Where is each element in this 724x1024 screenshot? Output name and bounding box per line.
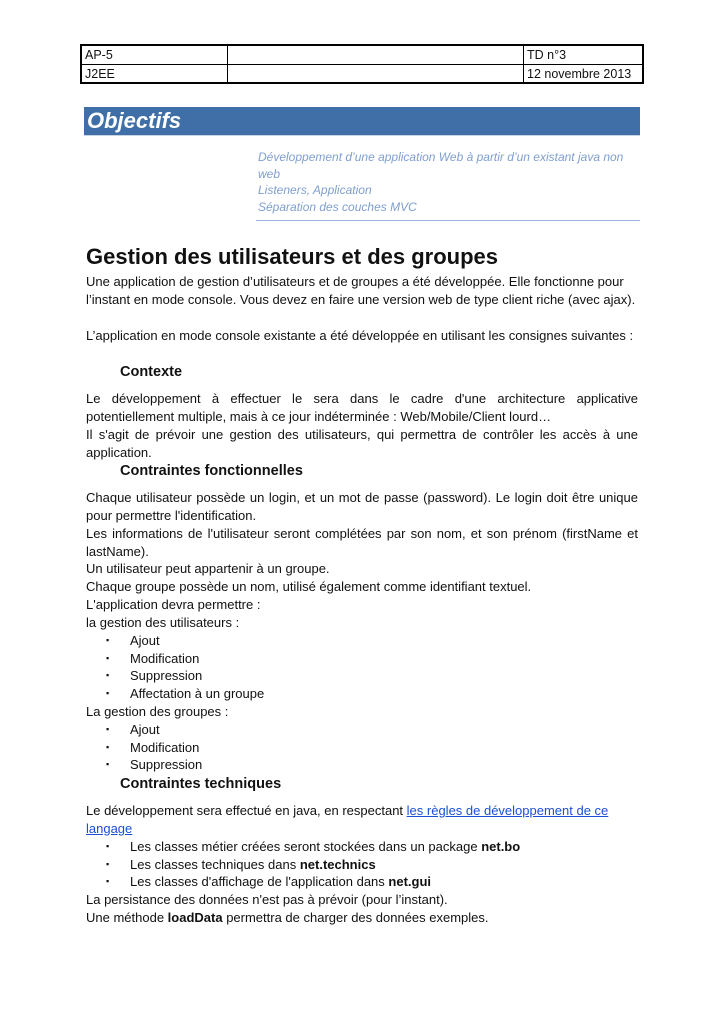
document-date: 12 novembre 2013 bbox=[527, 67, 632, 81]
techniques-paragraph: La persistance des données n'est pas à prévoir (pour l’instant). bbox=[86, 892, 448, 907]
list-item: ▪ Les classes métier créées seront stockées dans un package net.bo bbox=[106, 839, 521, 854]
list-item: ▪ Modification bbox=[106, 739, 200, 755]
list-item: ▪ Suppression bbox=[106, 757, 203, 773]
section-heading-fonctionnelles: Contraintes fonctionnelles bbox=[120, 463, 303, 479]
header-empty-cell bbox=[228, 46, 524, 64]
header-row bbox=[82, 65, 642, 83]
list-item: ▪ Ajout bbox=[106, 722, 160, 737]
bullet-icon: ▪ bbox=[106, 858, 110, 869]
objectives-list bbox=[258, 149, 640, 215]
fonctionnelles-paragraph: Chaque utilisateur possède un login, et un mot de passe (password). Le login doit être unique pour permettre l'identification. bbox=[86, 490, 638, 523]
techniques-list bbox=[86, 838, 638, 891]
contexte-paragraph: Le développement à effectuer le sera dans le cadre d'une architecture applicative potentiellement multiple, mais à ce jour indéterminée : Web/Mobile/Client lourd… bbox=[86, 391, 638, 424]
fonctionnelles-paragraph: Les informations de l'utilisateur seront complétées par son nom, et son prénom (firstName et lastName). bbox=[86, 526, 638, 559]
fonctionnelles-paragraph: La gestion des groupes : bbox=[86, 704, 229, 719]
course-code: AP-5 bbox=[82, 46, 228, 64]
intro-paragraph: L’application en mode console existante a été développée en utilisant les consignes suivantes : bbox=[86, 328, 634, 343]
intro-paragraph: Une application de gestion d’utilisateurs et de groupes a été développée. Elle fonctionne pour l’instant en mode console. Vous devez en faire une version web de type client riche (avec ajax). bbox=[86, 274, 636, 307]
list-item: ▪ Affectation à un groupe bbox=[106, 686, 265, 702]
header-empty-cell bbox=[228, 65, 524, 83]
section-heading-contexte: Contexte bbox=[120, 364, 183, 380]
section-heading-techniques: Contraintes techniques bbox=[120, 776, 282, 792]
objectifs-banner bbox=[84, 107, 640, 136]
page-title: Gestion des utilisateurs et des groupes bbox=[86, 244, 498, 269]
list-item: ▪ Suppression bbox=[106, 668, 203, 684]
td-number: TD n°3 bbox=[527, 48, 567, 62]
bullet-icon: ▪ bbox=[106, 759, 110, 770]
objective-line: web bbox=[258, 166, 281, 181]
list-item: ▪ Modification bbox=[106, 650, 200, 666]
techniques-paragraph: Le développement sera effectué en java, en respectant les règles de développement de ce langage bbox=[86, 803, 609, 836]
bullet-icon: ▪ bbox=[106, 670, 110, 681]
objective-line: Séparation des couches MVC bbox=[258, 199, 417, 214]
list-item: ▪ Les classes d'affichage de l'application dans net.gui bbox=[106, 874, 432, 890]
header-table bbox=[80, 44, 644, 84]
list-item: ▪ Ajout bbox=[106, 633, 160, 648]
objectives-divider bbox=[256, 220, 640, 221]
bullet-icon: ▪ bbox=[106, 635, 110, 645]
list-item: ▪ Les classes techniques dans net.technics bbox=[106, 856, 376, 872]
bullet-icon: ▪ bbox=[106, 724, 110, 734]
objective-line: Listeners, Application bbox=[258, 183, 372, 197]
techniques-paragraph: Une méthode loadData permettra de charger des données exemples. bbox=[86, 910, 489, 925]
fonctionnelles-paragraph: Chaque groupe possède un nom, utilisé également comme identifiant textuel. bbox=[86, 579, 532, 594]
bullet-icon: ▪ bbox=[106, 741, 110, 752]
fonctionnelles-paragraph: Un utilisateur peut appartenir à un groupe. bbox=[86, 561, 330, 576]
objective-line: Développement d’une application Web à partir d’un existant java non bbox=[258, 150, 624, 164]
groups-features-list bbox=[86, 721, 638, 774]
bullet-icon: ▪ bbox=[106, 688, 110, 699]
bullet-icon: ▪ bbox=[106, 876, 110, 887]
fonctionnelles-paragraph: L'application devra permettre : bbox=[86, 597, 261, 612]
header-row bbox=[82, 46, 642, 65]
bullet-icon: ▪ bbox=[106, 652, 110, 663]
bullet-icon: ▪ bbox=[106, 841, 110, 851]
contexte-paragraph: Il s'agit de prévoir une gestion des utilisateurs, qui permettra de contrôler les accès à une application. bbox=[86, 427, 638, 460]
objectifs-title: Objectifs bbox=[87, 108, 182, 133]
course-subject: J2EE bbox=[82, 65, 228, 83]
users-features-list bbox=[86, 632, 638, 703]
development-rules-link[interactable]: les règles de développement de ce langage bbox=[86, 803, 609, 836]
fonctionnelles-paragraph: la gestion des utilisateurs : bbox=[86, 615, 240, 630]
